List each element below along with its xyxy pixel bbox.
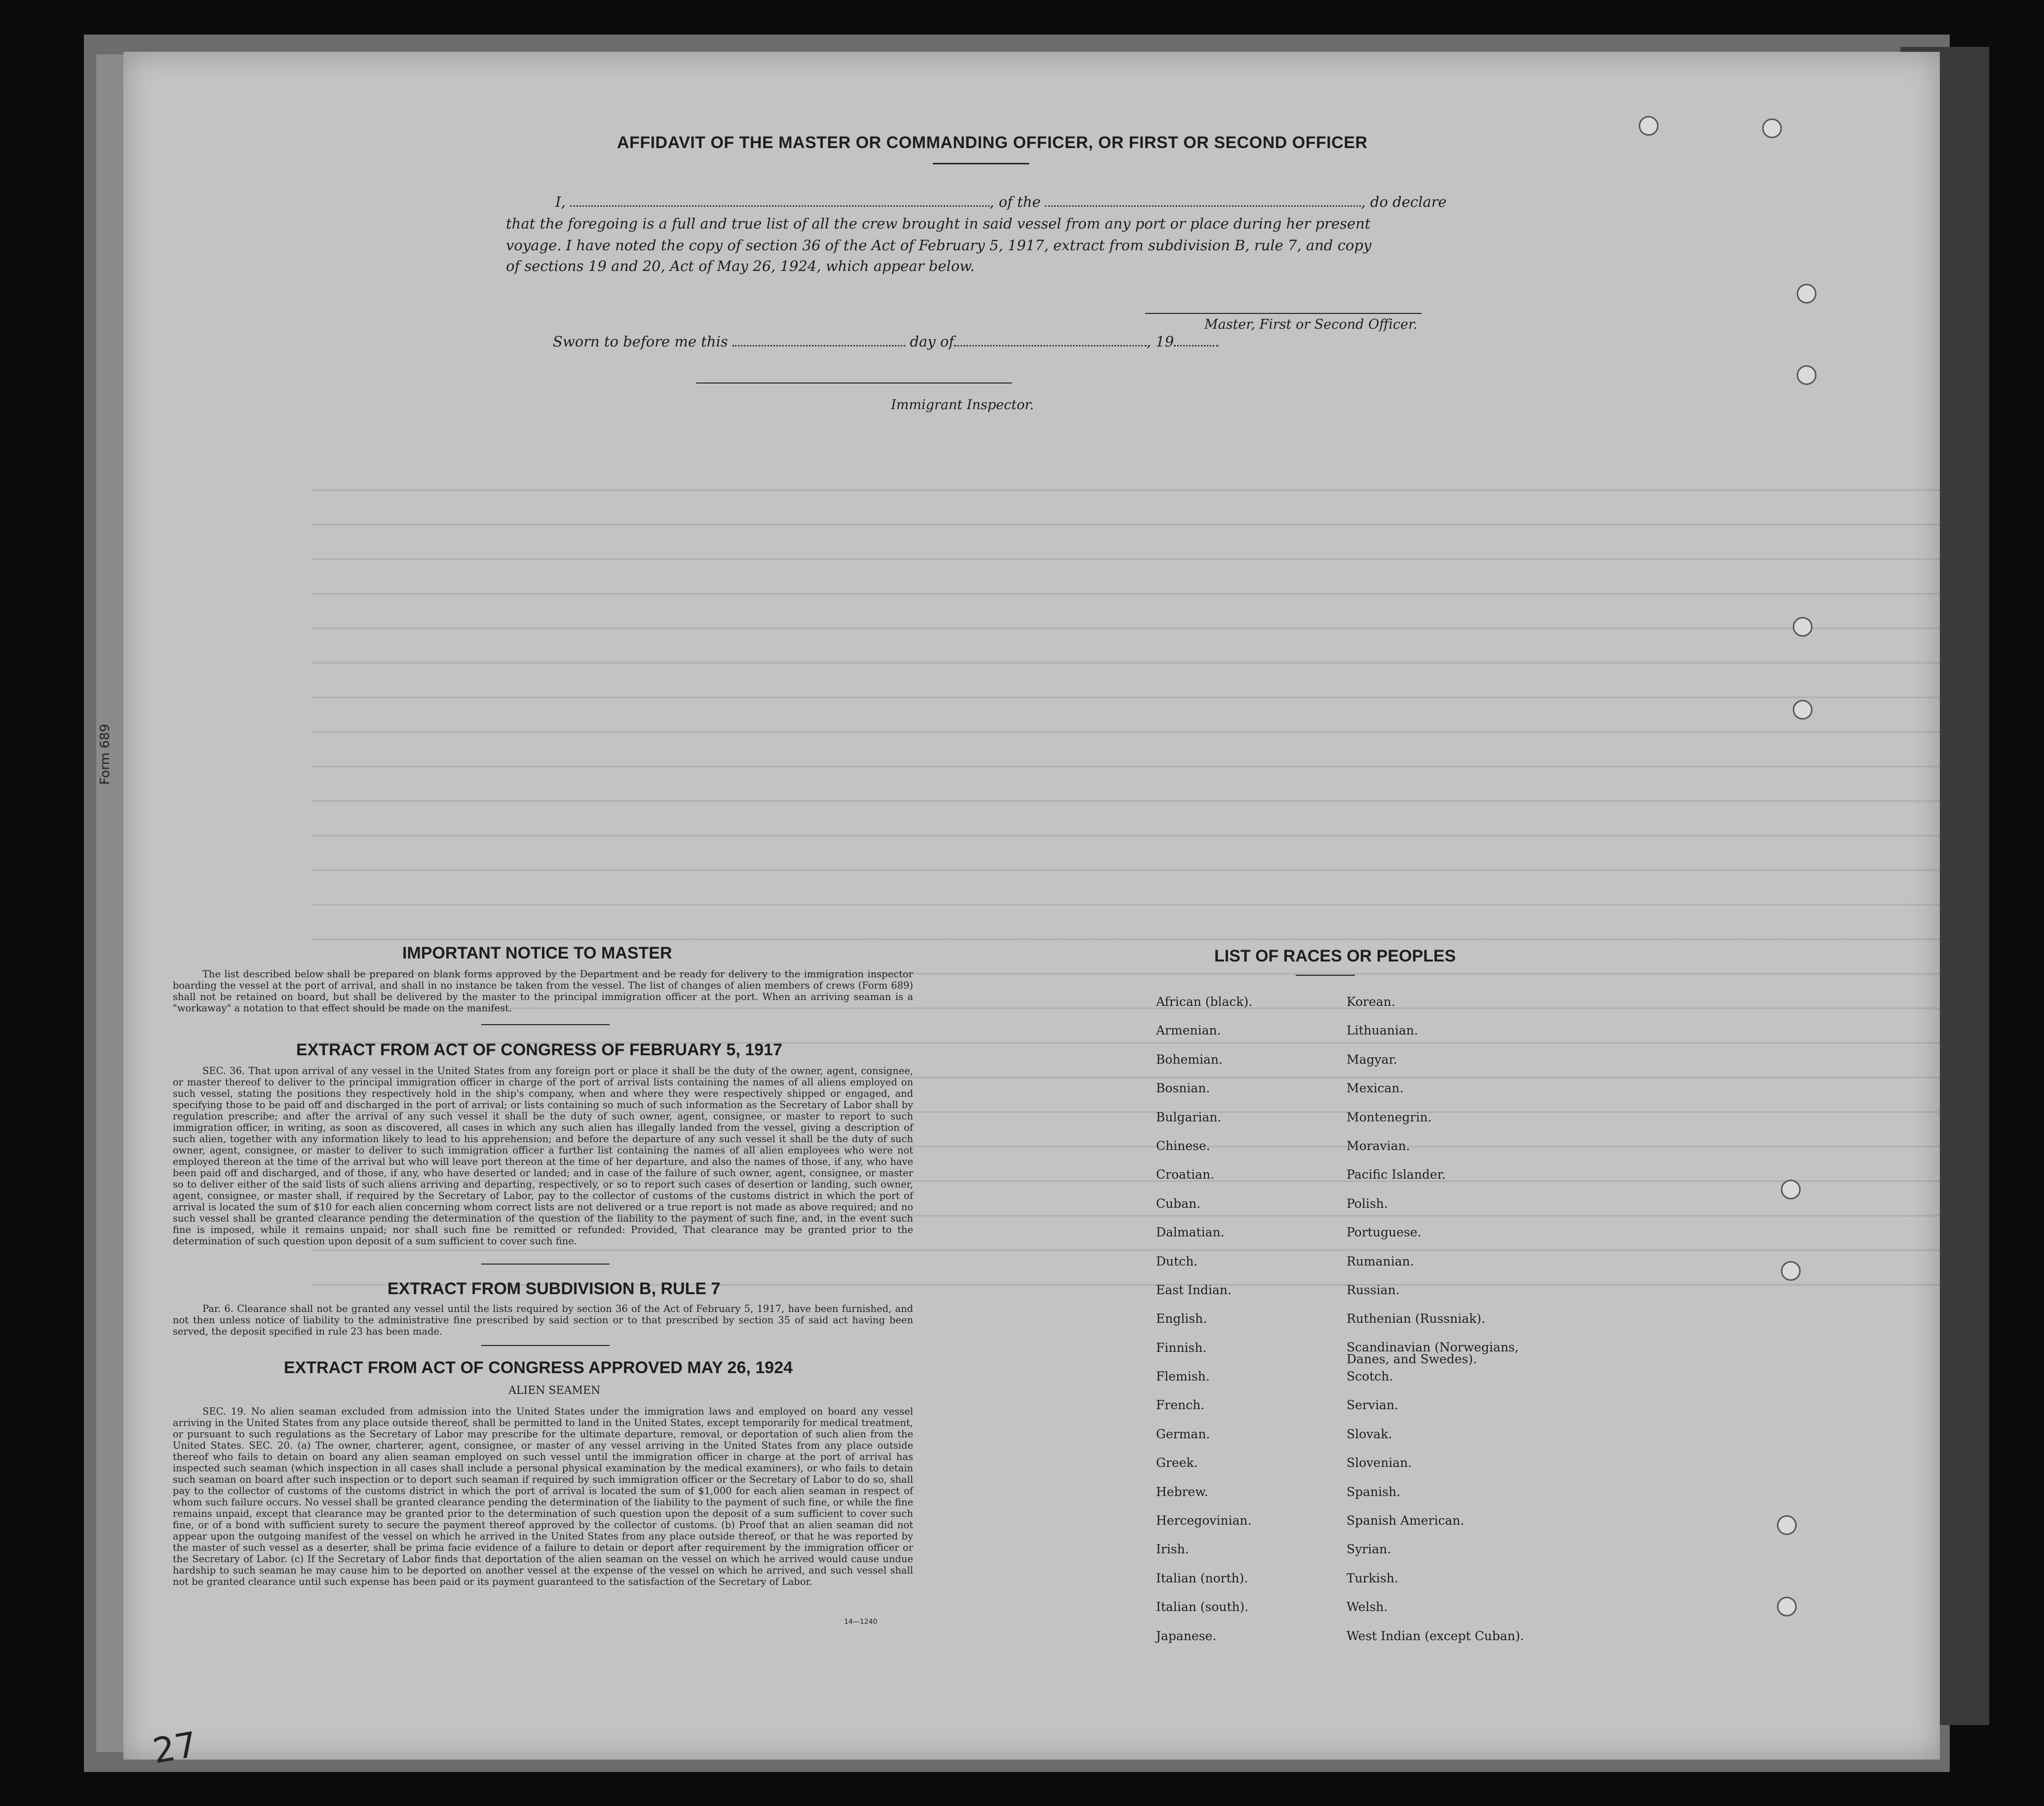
divider [481, 1024, 610, 1025]
race-item: Mexican. [1347, 1081, 1404, 1096]
race-item: Armenian. [1156, 1023, 1221, 1038]
form-code: Form 689 [98, 724, 113, 785]
punch-hole [1793, 617, 1813, 637]
race-item: Finnish. [1156, 1340, 1207, 1355]
race-item: West Indian (except Cuban). [1347, 1628, 1524, 1643]
affidavit-title: AFFIDAVIT OF THE MASTER OR COMMANDING OFFICER, OR FIRST OR SECOND OFFICER [617, 133, 1368, 152]
sworn-day-field[interactable] [733, 335, 905, 346]
race-item: Flemish. [1156, 1369, 1210, 1384]
race-item: Dutch. [1156, 1254, 1198, 1268]
race-item: French. [1156, 1398, 1205, 1413]
race-item: English. [1156, 1311, 1207, 1326]
race-item: Slovenian. [1347, 1456, 1412, 1470]
race-item: Pacific Islander. [1347, 1167, 1446, 1182]
race-item: Servian. [1347, 1398, 1398, 1413]
race-item: Magyar. [1347, 1052, 1397, 1067]
race-item: Spanish. [1347, 1484, 1401, 1499]
race-item: Welsh. [1347, 1600, 1388, 1614]
race-item: Italian (north). [1156, 1571, 1248, 1585]
sworn-year-field[interactable] [1174, 335, 1218, 346]
affidavit-of-the: , of the [989, 193, 1041, 210]
affidavit-line-1 [555, 193, 1447, 210]
races-left-column [1156, 996, 1252, 1658]
race-item: Dalmatian. [1156, 1225, 1225, 1240]
divider [933, 163, 1029, 164]
race-item: Syrian. [1347, 1542, 1391, 1557]
divider [481, 1345, 610, 1346]
extract2-title: EXTRACT FROM SUBDIVISION B, RULE 7 [387, 1279, 721, 1298]
sworn-text: Sworn to before me this [553, 333, 728, 350]
sworn-line [553, 333, 1218, 350]
binding-strip [96, 54, 126, 1752]
race-item: East Indian. [1156, 1282, 1232, 1297]
race-item: Irish. [1156, 1542, 1189, 1557]
race-item: Bohemian. [1156, 1052, 1223, 1067]
race-item: German. [1156, 1426, 1210, 1441]
extract3-title: EXTRACT FROM ACT OF CONGRESS APPROVED MAY 26, 1924 [284, 1358, 793, 1377]
race-item: Montenegrin. [1347, 1110, 1432, 1124]
punch-hole [1777, 1515, 1797, 1535]
notice-body: The list described below shall be prepared on blank forms approved by the Department and be ready for delivery to the immigration inspector boarding the vessel at the port of arrival, and shall in no instance be taken from the vessel. The list of changes of alien members of crews (Form 689) shall not be retained on board, but shall be delivered by the master to the principal immigration officer at the port. When an arriving seaman is a "workaway" a notation to that effect should be made on the manifest. [173, 968, 913, 1014]
extract1-body: SEC. 36. That upon arrival of any vessel in the United States from any foreign port or place it shall be the duty of the owner, agent, consignee, or master thereof to deliver to the principal immigration officer in charge of the port of arrival lists containing the names of all aliens employed on such vessel, stating the positions they respectively hold in the ship's company, when and where they were respectively shipped or engaged, and specifying those to be paid off and discharged in the port of arrival; or lists containing so much of such information as the Secretary of Labor shall by regulation prescribe; and after the arrival of any such vessel it shall be the duty of such owner, agent, consignee, or master to report to such immigration officer, in writing, as soon as discovered, all cases in which any such alien has illegally landed from the vessel, giving a description of such alien, together with any information likely to lead to his apprehension; and before the departure of any such vessel it shall be the duty of such owner, agent, consignee, or master to deliver to such immigration officer a further list containing the names of all alien employees who were not employed thereon at the time of the arrival but who will leave port thereon at the time of her departure, and also the names of those, if any, who have been paid off and discharged, and of those, if any, who have deserted or landed; and in case of the failure of such owner, agent, consignee, or master so to deliver either of the said lists of such aliens arriving and departing, respectively, or so to report such cases of desertion or landing, such owner, agent, consignee, or master shall, if required by the Secretary of Labor, pay to the collector of customs of the customs district in which the port of arrival is located the sum of $10 for each alien concerning whom correct lists are not delivered or a true report is not made as above required; and no such vessel shall be granted clearance pending the determination of the question of the liability to the payment of such fine, and, in the event such fine is imposed, while it remains unpaid; nor shall such fine be remitted or refunded: Provided, That clearance may be granted prior to the determination of such question upon deposit of a sum sufficient to cover such fine. [173, 1065, 913, 1247]
race-item: African (black). [1156, 995, 1253, 1009]
inspector-signature-line[interactable] [696, 383, 1012, 384]
punch-hole [1797, 365, 1816, 385]
affidavit-line-2: that the foregoing is a full and true list of all the crew brought in said vessel from any port or place during her present [506, 215, 1371, 232]
divider [481, 1264, 610, 1265]
punch-hole [1793, 700, 1813, 720]
affidavit-line-4: of sections 19 and 20, Act of May 26, 1924, which appear below. [506, 258, 975, 274]
race-item: Bosnian. [1156, 1081, 1210, 1096]
extract2-body: Par. 6. Clearance shall not be granted any vessel until the lists required by section 36 of the Act of February 5, 1917, have been furnished, and not then unless notice of liability to the administrative fine prescribed by said section or to that prescribed by section 35 of said act having been served, the deposit specified in rule 23 has been made. [173, 1303, 913, 1337]
race-item: Japanese. [1156, 1628, 1217, 1643]
race-item: Turkish. [1347, 1571, 1398, 1585]
race-item: Polish. [1347, 1196, 1388, 1211]
name-field[interactable] [570, 195, 990, 207]
punch-hole [1781, 1180, 1801, 1199]
inspector-signature-label: Immigrant Inspector. [891, 397, 1034, 413]
vessel-field[interactable] [1045, 195, 1361, 207]
race-item: Croatian. [1156, 1167, 1215, 1182]
race-item: Cuban. [1156, 1196, 1201, 1211]
form-number: 14—1240 [844, 1618, 878, 1626]
race-item: Chinese. [1156, 1138, 1210, 1153]
race-item: Italian (south). [1156, 1600, 1249, 1614]
punch-hole [1639, 116, 1658, 136]
notice-title: IMPORTANT NOTICE TO MASTER [402, 944, 672, 962]
punch-hole [1797, 284, 1816, 304]
race-item: Greek. [1156, 1456, 1198, 1470]
race-item: Portuguese. [1347, 1225, 1422, 1240]
affidavit-declare: , do declare [1361, 193, 1447, 210]
sworn-month-field[interactable] [954, 335, 1147, 346]
race-item: Lithuanian. [1347, 1023, 1418, 1038]
race-item: Slovak. [1347, 1426, 1392, 1441]
divider [1296, 975, 1355, 976]
punch-hole [1777, 1597, 1797, 1616]
sworn-day-of: day of [910, 333, 954, 350]
master-signature-line[interactable] [1145, 313, 1422, 314]
affidavit-line-3: voyage. I have noted the copy of section 36 of the Act of February 5, 1917, extract from subdivision B, rule 7, and copy [506, 237, 1372, 254]
punch-hole [1781, 1261, 1801, 1281]
race-item: Hercegovinian. [1156, 1513, 1252, 1528]
sworn-year-prefix: , 19 [1146, 333, 1174, 350]
race-item: Russian. [1347, 1282, 1400, 1297]
race-item: Moravian. [1347, 1138, 1410, 1153]
race-item: Rumanian. [1347, 1254, 1414, 1268]
races-title: LIST OF RACES OR PEOPLES [1214, 947, 1456, 965]
race-item: Scandinavian (Norwegians, Danes, and Swedes). [1347, 1340, 1519, 1366]
affidavit-i: I, [555, 193, 566, 210]
race-item: Ruthenian (Russniak). [1347, 1311, 1486, 1326]
extract1-title: EXTRACT FROM ACT OF CONGRESS OF FEBRUARY 5, 1917 [296, 1040, 782, 1059]
punch-hole [1762, 118, 1782, 138]
race-item: Korean. [1347, 995, 1395, 1009]
races-right-column [1347, 996, 1534, 1658]
extract3-subtitle: ALIEN SEAMEN [508, 1384, 601, 1397]
race-item: Hebrew. [1156, 1484, 1208, 1499]
race-item: Bulgarian. [1156, 1110, 1222, 1124]
extract3-body: SEC. 19. No alien seaman excluded from admission into the United States under the immigration laws and employed on board any vessel arriving in the United States from any place outside thereof, shall be permitted to land in the United States, except temporarily for medical treatment, or pursuant to such regulations as the Secretary of Labor may prescribe for the ultimate departure, removal, or deportation of such alien from the United States. SEC. 20. (a) The owner, charterer, agent, consignee, or master of any vessel arriving in the United States from any place outside thereof who fails to detain on board any alien seaman employed on such vessel until the immigration officer in charge at the port of arrival has inspected such seaman (which inspection in all cases shall include a personal physical examination by the medical examiners), or who fails to detain such seaman on board after such inspection or to deport such seaman if required by such immigration officer or the Secretary of Labor to do so, shall pay to the collector of customs of the customs district in which the port of arrival is located the sum of $1,000 for each alien seaman in respect of whom such failure occurs. No vessel shall be granted clearance pending the determination of the liability to the payment of such fine, or while the fine remains unpaid, except that clearance may be granted prior to the determination of such question upon the deposit of a sum sufficient to cover such fine, or of a bond with sufficient surety to secure the payment thereof approved by the collector of customs. (b) Proof that an alien seaman did not appear upon the outgoing manifest of the vessel on which he arrived in the United States from any place outside thereof, or that he was reported by the master of such vessel as a deserter, shall be prima facie evidence of a failure to detain or deport after requirement by the immigration officer or the Secretary of Labor. (c) If the Secretary of Labor finds that deportation of the alien seaman on the vessel on which he arrived would cause undue hardship to such seaman he may cause him to be deported on another vessel at the expense of the vessel on which he arrived, and such vessel shall not be granted clearance until such expense has been paid or its payment guaranteed to the satisfaction of the Secretary of Labor. [173, 1406, 913, 1587]
master-signature-label: Master, First or Second Officer. [1204, 317, 1418, 332]
race-item: Scotch. [1347, 1369, 1393, 1384]
race-item: Spanish American. [1347, 1513, 1465, 1528]
handwritten-page-number: 27 [150, 1724, 200, 1772]
